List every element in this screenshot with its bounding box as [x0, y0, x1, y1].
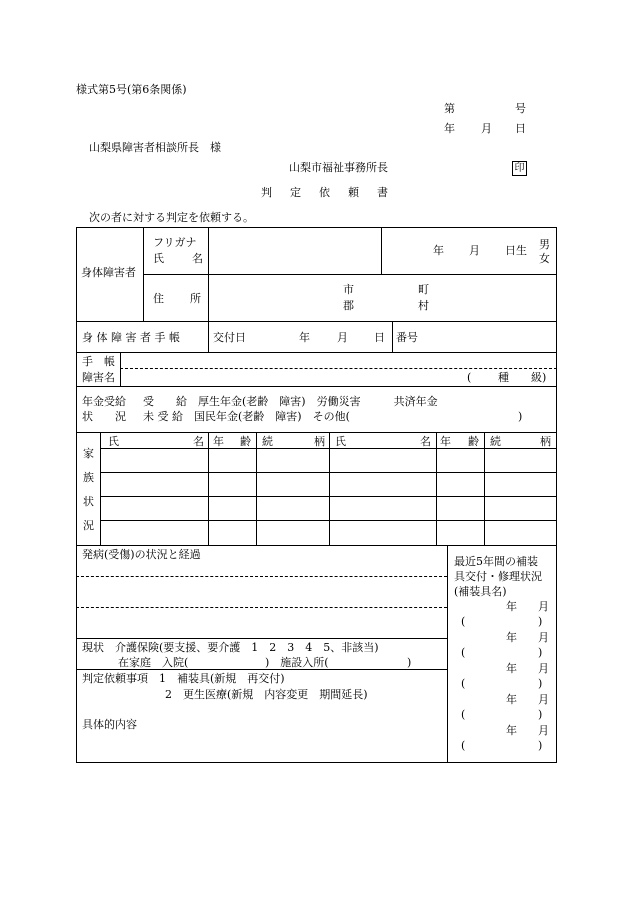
name-label-1: 氏: [153, 252, 164, 265]
doc-title-3: 依: [319, 186, 330, 199]
birth-year: 年: [433, 244, 444, 257]
family-label-1: 家: [83, 447, 94, 460]
recent-year: 年: [506, 724, 517, 737]
line-h: [76, 352, 557, 353]
line-v: [484, 432, 485, 545]
recent-title-1: 最近5年間の補装: [454, 555, 538, 568]
birth-month: 月: [469, 244, 480, 257]
recent-year: 年: [506, 662, 517, 675]
recent-open: (: [461, 677, 466, 690]
address-label-2: 所: [190, 292, 201, 305]
line-dashed: [120, 368, 557, 369]
col-name-b-1: 氏: [335, 435, 346, 448]
address-mura: 村: [418, 299, 429, 312]
handbook-label: 身 体 障 害 者 手 帳: [82, 331, 180, 344]
pension-receiving: 受 給 厚生年金(老齢 障害) 労働災害 共済年金: [143, 395, 438, 408]
doc-title-5: 書: [377, 186, 388, 199]
line-h: [76, 545, 557, 546]
col-name-2: 名: [193, 435, 204, 448]
doc-title-4: 頼: [348, 186, 359, 199]
grade-level: 級): [531, 371, 547, 384]
current-status-close: ): [407, 656, 412, 669]
col-age-1: 年: [213, 435, 224, 448]
issue-day: 日: [515, 122, 526, 135]
pension-close: ): [518, 410, 523, 423]
furigana-label: フリガナ: [153, 236, 197, 249]
recent-year: 年: [506, 693, 517, 706]
recent-year: 年: [506, 631, 517, 644]
current-status-home: 在家庭 入院(: [118, 656, 189, 669]
recent-close: ): [538, 646, 543, 659]
disability-label-2: 障害名: [82, 371, 115, 384]
recent-close: ): [538, 708, 543, 721]
person-label: 身体障害者: [81, 266, 136, 279]
issue-date-label: 交付日: [213, 331, 246, 344]
address-machi: 町: [418, 283, 429, 296]
current-status-line1: 現状 介護保険(要支援、要介護 1 2 3 4 5、非該当): [82, 641, 379, 654]
col-rel-1: 続: [262, 435, 273, 448]
col-name-1: 氏: [108, 435, 119, 448]
line-v: [143, 227, 144, 321]
family-label-2: 族: [83, 471, 94, 484]
recent-close: ): [538, 739, 543, 752]
col-age-2: 齢: [240, 435, 251, 448]
request-item-2: 2 更生医療(新規 内容変更 期間延長): [165, 688, 368, 701]
issue-year: 年: [444, 122, 455, 135]
line-v: [100, 432, 101, 545]
recent-title-2: 具交付・修理状況: [454, 570, 542, 583]
recent-month: 月: [538, 693, 549, 706]
doc-title-2: 定: [290, 186, 301, 199]
recipient: 山梨県障害者相談所長 様: [89, 141, 221, 154]
recent-open: (: [461, 739, 466, 752]
handbook-month: 月: [337, 331, 348, 344]
recent-open: (: [461, 708, 466, 721]
current-status-facility: ) 施設入所(: [265, 656, 329, 669]
line-h: [76, 386, 557, 387]
pension-label-1: 年金受給: [82, 395, 126, 408]
line-v: [447, 545, 448, 763]
line-dashed: [76, 607, 447, 608]
line-v: [208, 321, 209, 352]
address-gun: 郡: [343, 299, 354, 312]
line-h: [143, 274, 557, 275]
address-label-1: 住: [153, 292, 164, 305]
line-v: [256, 432, 257, 545]
line-v: [392, 321, 393, 352]
handbook-day: 日: [374, 331, 385, 344]
recent-open: (: [461, 615, 466, 628]
name-label-2: 名: [192, 252, 203, 265]
grade-open: (: [467, 371, 472, 384]
family-label-3: 状: [83, 495, 94, 508]
line-v: [120, 352, 121, 386]
line-v: [329, 432, 330, 545]
doc-number-go: 号: [515, 102, 526, 115]
handbook-year: 年: [299, 331, 310, 344]
recent-month: 月: [538, 724, 549, 737]
recent-close: ): [538, 677, 543, 690]
recent-close: ): [538, 615, 543, 628]
line-h: [76, 321, 557, 322]
disability-label-1: 手 帳: [82, 355, 115, 368]
sex-male: 男: [539, 238, 550, 251]
recent-month: 月: [538, 600, 549, 613]
request-item-1: 判定依頼事項 1 補装具(新規 再交付): [82, 672, 285, 685]
intro-text: 次の者に対する判定を依頼する。: [89, 211, 254, 224]
line-v: [208, 227, 209, 321]
pension-label-2: 状 況: [82, 410, 126, 423]
col-rel-2: 柄: [314, 435, 325, 448]
doc-number-dai: 第: [444, 102, 455, 115]
line-v: [436, 432, 437, 545]
col-rel-b-2: 柄: [540, 435, 551, 448]
col-rel-b-1: 続: [490, 435, 501, 448]
col-age-b-1: 年: [440, 435, 451, 448]
line-v: [208, 432, 209, 545]
family-label-4: 況: [83, 519, 94, 532]
line-v: [381, 227, 382, 274]
sex-female: 女: [539, 252, 550, 265]
recent-year: 年: [506, 600, 517, 613]
birth-day: 日生: [505, 244, 527, 257]
sender: 山梨市福祉事務所長: [289, 161, 388, 174]
recent-month: 月: [538, 662, 549, 675]
form-number: 様式第5号(第6条関係): [76, 83, 187, 96]
grade-kind: 種: [498, 371, 509, 384]
doc-title-1: 判: [261, 186, 272, 199]
issue-month: 月: [481, 122, 492, 135]
line-h: [76, 669, 447, 670]
col-name-b-2: 名: [420, 435, 431, 448]
handbook-number-label: 番号: [396, 331, 418, 344]
recent-title-3: (補装具名): [454, 585, 507, 598]
recent-open: (: [461, 646, 466, 659]
address-shi: 市: [343, 283, 354, 296]
seal-stamp: 印: [512, 161, 527, 176]
line-dashed: [76, 576, 447, 577]
history-label: 発病(受傷)の状況と経過: [82, 548, 201, 561]
pension-not-receiving: 未 受 給 国民年金(老齢 障害) その他(: [143, 410, 350, 423]
request-detail-label: 具体的内容: [82, 718, 137, 731]
col-age-b-2: 齢: [468, 435, 479, 448]
recent-month: 月: [538, 631, 549, 644]
line-h: [76, 638, 447, 639]
